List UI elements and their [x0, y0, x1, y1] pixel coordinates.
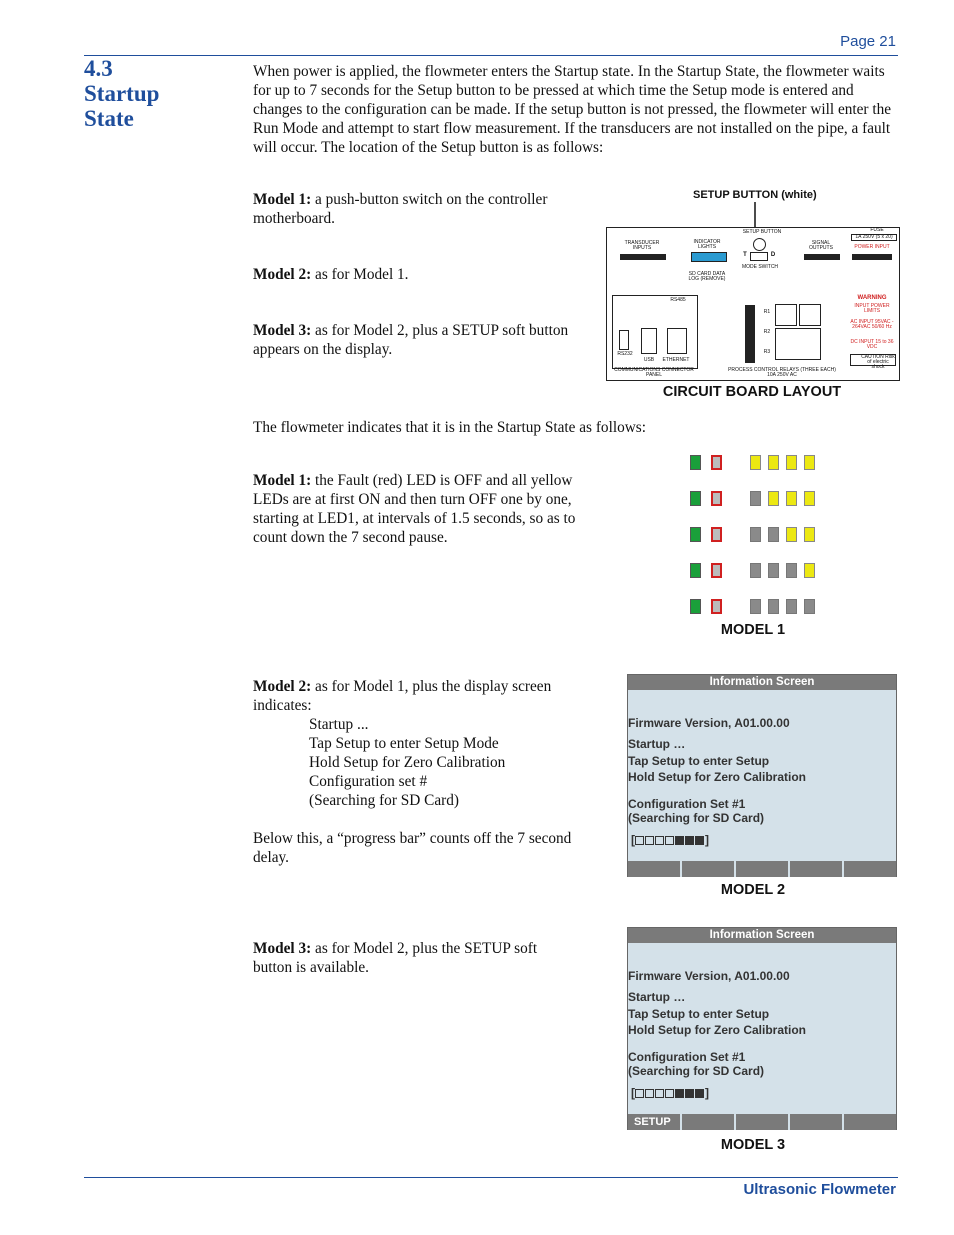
led-power-green — [690, 455, 701, 470]
relay-connector — [745, 305, 755, 363]
comms-label: COMMUNICATIONS CONNECTOR PANEL — [614, 367, 694, 378]
softkey-4[interactable] — [790, 1114, 844, 1130]
startup-line: Startup … — [628, 737, 686, 751]
led-yellow-on — [786, 527, 797, 542]
fuse-rating: 1A 250V (5 x 20) — [851, 234, 897, 241]
progress-cell — [695, 1089, 704, 1098]
led-yellow-on — [750, 455, 761, 470]
screen-title: Information Screen — [628, 675, 896, 690]
power-input-label: POWER INPUT — [854, 244, 890, 250]
softkey-row — [628, 861, 896, 877]
model3-screen — [627, 927, 897, 1130]
section-number: 4.3 — [84, 56, 113, 81]
model2-line-3: Hold Setup for Zero Calibration — [309, 754, 506, 771]
firmware-line: Firmware Version, A01.00.00 — [628, 969, 790, 983]
page-number: Page 21 — [840, 33, 896, 50]
rs485-label: RS485 — [670, 297, 686, 303]
led-yellow-on — [804, 563, 815, 578]
section-title — [84, 56, 224, 131]
mode-d: D — [770, 252, 776, 258]
ac-input-label: AC INPUT 95VAC - 264VAC 50/60 Hz — [850, 319, 894, 330]
hold-line: Hold Setup for Zero Calibration — [628, 1023, 807, 1037]
setup-button[interactable] — [753, 238, 766, 251]
rs232-label: RS232 — [617, 351, 633, 357]
led-yellow-on — [804, 455, 815, 470]
led-yellow-off — [804, 599, 815, 614]
led-power-green — [690, 563, 701, 578]
progress-cell — [695, 836, 704, 845]
searching-line: (Searching for SD Card) — [628, 811, 765, 825]
progress-cell — [665, 1089, 674, 1098]
progress-cell — [685, 836, 694, 845]
led-power-green — [690, 491, 701, 506]
screen-title: Information Screen — [628, 928, 896, 943]
section-title-line2: State — [84, 106, 134, 131]
power-limits-label: INPUT POWER LIMITS — [854, 303, 890, 314]
progress-cell — [645, 836, 654, 845]
model1-description: Model 1: the Fault (red) LED is OFF and all yellow LEDs are at first ON and then turn OFF one by one, starting at LED1, at intervals of 1.5 seconds, so as to count down the 7 second pause. — [253, 472, 576, 546]
softkey-row — [628, 1114, 896, 1130]
board-setup-label: SETUP BUTTON — [742, 229, 782, 235]
model2-description: Model 2: as for Model 1, plus the display screen indicates: Startup ... Tap Setup to enter Setup Mode Hold Setup for Zero Calibration Configuration set # (Searching for SD Card) Below this, a “progress bar” counts off the 7 second delay. — [253, 677, 583, 867]
softkey-4[interactable] — [790, 861, 844, 877]
model3-caption: MODEL 3 — [720, 1137, 786, 1153]
progress-cell — [635, 836, 644, 845]
led-yellow-on — [804, 527, 815, 542]
ethernet-label: ETHERNET — [662, 357, 690, 363]
progress-cell — [635, 1089, 644, 1098]
led-fault-red — [711, 455, 722, 470]
relay-r2: R2 — [763, 329, 771, 335]
softkey-5[interactable] — [844, 1114, 896, 1130]
footer-rule — [84, 1177, 898, 1178]
progress-cell — [645, 1089, 654, 1098]
footer-title: Ultrasonic Flowmeter — [743, 1181, 896, 1198]
progress-cell — [665, 836, 674, 845]
led-yellow-off — [786, 563, 797, 578]
led-yellow-on — [786, 455, 797, 470]
model2-line-1: Startup ... — [309, 716, 369, 733]
model2-line-2: Tap Setup to enter Setup Mode — [309, 735, 499, 752]
caution-label: CAUTION Risk of electric shock — [850, 354, 896, 366]
model2-screen — [627, 674, 897, 877]
led-yellow-on — [768, 491, 779, 506]
led-power-green — [690, 527, 701, 542]
progress-bracket-open: [ — [631, 833, 635, 847]
fuse-label: FUSE — [870, 227, 884, 233]
progress-cell — [655, 836, 664, 845]
dc-input-label: DC INPUT 15 to 36 VDC — [850, 339, 894, 350]
led-fault-red — [711, 563, 722, 578]
firmware-line: Firmware Version, A01.00.00 — [628, 716, 790, 730]
rs232-port[interactable] — [619, 330, 629, 350]
indicator-led-block — [691, 252, 727, 262]
ethernet-port[interactable] — [667, 328, 687, 354]
led-fault-red — [711, 491, 722, 506]
usb-port[interactable] — [641, 328, 657, 354]
softkey-1[interactable] — [628, 861, 682, 877]
progress-bracket-close: ] — [705, 833, 709, 847]
model1-caption: MODEL 1 — [720, 622, 786, 638]
led-yellow-off — [786, 599, 797, 614]
setup-button-callout: SETUP BUTTON (white) — [693, 189, 817, 201]
circuit-caption: CIRCUIT BOARD LAYOUT — [662, 384, 842, 400]
mode-switch[interactable] — [750, 252, 768, 261]
tap-line: Tap Setup to enter Setup — [628, 1007, 770, 1021]
sd-card-label: SD CARD DATA LOG (REMOVE) — [688, 271, 726, 282]
relay-r3: R3 — [763, 349, 771, 355]
relay-box-3 — [775, 328, 821, 360]
led-fault-red — [711, 599, 722, 614]
model2-line-4: Configuration set # — [309, 773, 428, 790]
progress-bracket-open: [ — [631, 1086, 635, 1100]
progress-bar — [631, 1086, 709, 1100]
startup-indicates: The flowmeter indicates that it is in the Startup State as follows: — [253, 419, 646, 436]
warning-label: WARNING — [857, 295, 887, 301]
led-yellow-off — [768, 527, 779, 542]
softkey-2[interactable] — [682, 1114, 736, 1130]
led-yellow-off — [768, 563, 779, 578]
usb-label: USB — [643, 357, 655, 363]
circuit-board — [606, 227, 900, 381]
progress-bar — [631, 833, 709, 847]
model3-setup-text: Model 3: as for Model 2, plus a SETUP soft button appears on the display. — [253, 322, 569, 358]
relay-box-1 — [775, 304, 797, 326]
led-yellow-off — [750, 527, 761, 542]
transducer-inputs-label: TRANSDUCER INPUTS — [624, 240, 660, 251]
softkey-5[interactable] — [844, 861, 896, 877]
led-yellow-off — [750, 563, 761, 578]
led-yellow-on — [768, 455, 779, 470]
tap-line: Tap Setup to enter Setup — [628, 754, 770, 768]
model2-line-5: (Searching for SD Card) — [309, 792, 459, 809]
led-sequence — [690, 455, 840, 620]
config-line: Configuration Set #1 — [628, 797, 746, 811]
mode-switch-label: MODE SWITCH — [741, 264, 779, 270]
model2-caption: MODEL 2 — [720, 882, 786, 898]
led-yellow-off — [750, 491, 761, 506]
searching-line: (Searching for SD Card) — [628, 1064, 765, 1078]
progress-cell — [675, 1089, 684, 1098]
led-yellow-on — [804, 491, 815, 506]
progress-bracket-close: ] — [705, 1086, 709, 1100]
power-connector — [852, 254, 892, 260]
progress-cell — [675, 836, 684, 845]
model2-below: Below this, a “progress bar” counts off the 7 second delay. — [253, 830, 572, 866]
relays-label: PROCESS CONTROL RELAYS (THREE EACH) 10A 250V AC — [728, 367, 836, 378]
led-yellow-off — [768, 599, 779, 614]
led-fault-red — [711, 527, 722, 542]
led-power-green — [690, 599, 701, 614]
transducer-connector — [620, 254, 666, 260]
relay-box-2 — [799, 304, 821, 326]
setup-softkey[interactable]: SETUP — [628, 1114, 682, 1130]
model3-description: Model 3: as for Model 2, plus the SETUP soft button is available. — [253, 940, 538, 976]
led-yellow-on — [786, 491, 797, 506]
startup-line: Startup … — [628, 990, 686, 1004]
section-title-line1: Startup — [84, 81, 160, 106]
hold-line: Hold Setup for Zero Calibration — [628, 770, 807, 784]
intro-paragraph: When power is applied, the flowmeter enters the Startup state. In the Startup State, the flowmeter waits for up to 7 seconds for the Setup button to be pressed at which time the Setup mode is entered and changes to the configuration can be made. If the setup button is not pressed, the flowmeter will enter the Run Mode and attempt to start flow measurement. If the transducers are not installed on the pipe, a fault will occur. The location of the Setup button is as follows: — [253, 63, 892, 156]
progress-cell — [655, 1089, 664, 1098]
model2-setup-text: Model 2: as for Model 1. — [253, 266, 409, 283]
signal-outputs-label: SIGNAL OUTPUTS — [809, 240, 833, 251]
config-line: Configuration Set #1 — [628, 1050, 746, 1064]
softkey-3[interactable] — [736, 861, 790, 877]
relay-r1: R1 — [763, 309, 771, 315]
indicator-lights-label: INDICATOR LIGHTS — [693, 239, 721, 250]
softkey-3[interactable] — [736, 1114, 790, 1130]
led-yellow-off — [750, 599, 761, 614]
model1-setup-text: Model 1: a push-button switch on the controller motherboard. — [253, 191, 548, 227]
softkey-2[interactable] — [682, 861, 736, 877]
mode-t: T — [743, 252, 747, 258]
progress-cell — [685, 1089, 694, 1098]
signal-connector — [804, 254, 840, 260]
